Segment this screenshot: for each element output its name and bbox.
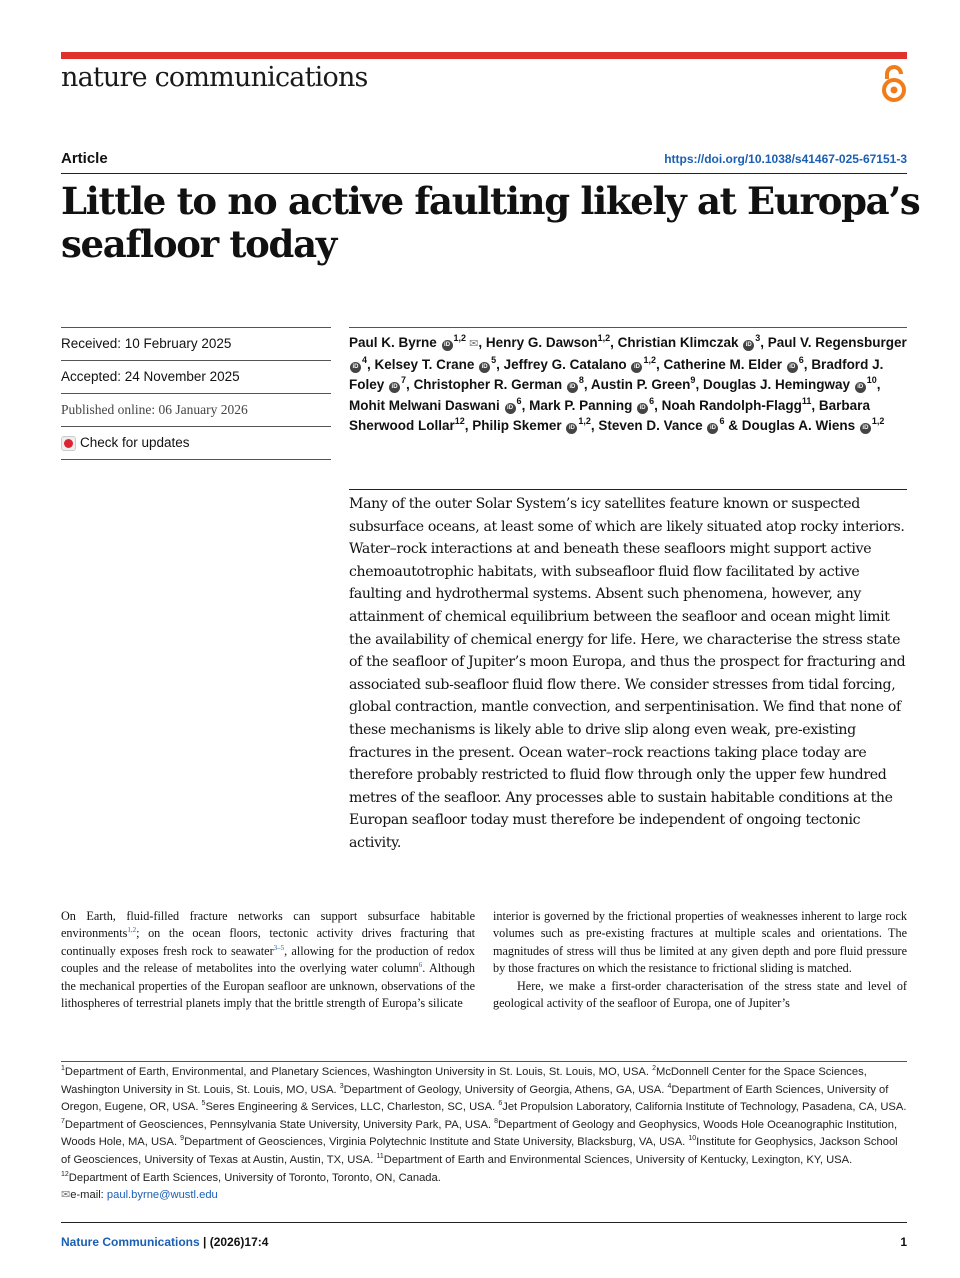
author[interactable] [742,418,885,433]
author[interactable] [414,377,584,392]
orcid-icon[interactable]: iD [860,423,871,434]
mail-icon[interactable]: ✉ [466,338,479,350]
divider [61,1061,907,1062]
divider [61,459,331,460]
author-affiliation: 1,2 [643,354,656,365]
footer-journal-link[interactable]: Nature Communications [61,1235,200,1249]
author-name: Barbara Sherwood Lollar [349,397,870,433]
author-affiliation: 6 [516,395,522,406]
author-name: Steven D. Vance [598,418,703,433]
affiliations: $^1$Department of Earth, Environmental, and Planetary Sciences, Washington University in St. Louis, St. Louis, MO, USA. $^2$McDonnell Center for the Space Sciences, Washington University in St. Louis, St. Louis, MO, USA. $^3$Department of Geology, University of Georgia, Athens, GA, USA. $^4$Department of Earth Sciences, University of Oregon, Eugene, OR, USA. $^5$Seres Engineering & Services, LLC, Charleston, SC, USA. $^6$Jet Propulsion Laboratory, California Institute of Technology, Pasadena, CA, USA. $^7$Department of Geosciences, Pennsylvania State University, University Park, PA, USA. $^8$Department of Geology and Geophysics, Woods Hole Oceanographic Institution, Woods Hole, MA, USA. $^9$Department of Geosciences, Virginia Polytechnic Institute and State University, Blacksburg, VA, USA. $^{10}$Institute for Geophysics, Jackson School of Geosciences, University of Texas at Austin, Austin, TX, USA. $^{11}$Department of Earth and Environmental Sciences, University of Kentucky, Lexington, KY, USA. $^{12}$Department of Earth Sciences, University of Toronto, Toronto, ON, Canada. ✉e-mail: paul.byrne@wustl.edu [61,1064,907,1205]
author-affiliation: 12 [454,416,465,426]
author-name: Mohit Melwani Daswani [349,397,500,413]
author-affiliation: 3 [755,333,761,343]
author-name: Mark P. Panning [529,397,633,413]
author[interactable] [618,335,761,350]
author-name: Douglas A. Wiens [741,418,856,433]
author-affiliation: 1,2 [871,416,885,426]
author-affiliation: 11 [801,395,812,406]
page-number: 1 [900,1235,907,1249]
author-name: Christopher R. German [413,377,563,392]
author-affiliation: 6 [798,354,804,365]
author[interactable] [349,335,478,350]
author[interactable] [661,395,812,413]
orcid-icon[interactable]: iD [389,382,400,393]
author-name: Christian Klimczak [617,335,739,350]
author[interactable] [486,335,610,350]
author-name: Paul K. Byrne [349,335,437,350]
author[interactable] [598,418,724,433]
orcid-icon[interactable]: iD [631,362,642,373]
mail-icon: ✉ [61,1189,71,1202]
author-name: Bradford J. Foley [349,356,884,392]
body-paragraph: interior is governed by the frictional properties of weaknesses inherent to large rock volumes such as pre-existing fractures at multiple scales and orientations. The magnitudes of stress will thus be limited at any given depth and pore fluid pressure by those fractures on which the resistance to frictional sliding is matched. [493,909,907,976]
article-type: Article [61,150,108,167]
author-affiliation: 7 [401,375,407,385]
author-affiliation: 10 [866,375,877,385]
abstract: Many of the outer Solar System’s icy satellites feature known or suspected subsurface oceans, at least some of which are likely situated atop rocky interiors. Water–rock interactions at and beneath these seafloors might support active chemoautotrophic habitats, with subseafloor fluid flow facilitated by active faulting and hydrothermal systems. Absent such phenomena, however, any attainment of chemical equilibrium between the seafloor and ocean might limit the availability of chemical energy for life. Here, we characterise the stress state of the seafloor of Jupiter’s moon Europa, and thus the prospect for fracturing and associated sub-seafloor fluid flow there. We consider stresses from tidal forcing, global contraction, mantle convection, and serpentinisation. We find that none of these mechanisms is likely able to drive slip along even weak, pre-existing fractures in the present. Ocean water–rock reactions taking place today are therefore probably restricted to fluid flow through only the upper few hundred metres of the seafloor. Any processes able to sustain habitable conditions at the Europan seafloor today must therefore be independent of ongoing tectonic activity. [349,496,906,851]
divider [349,489,907,490]
body-paragraph: Here, we make a first-order characterisation of the stress state and level of geological activity of the seafloor of Europa, one of Jupiter’s [493,978,907,1011]
orcid-icon[interactable]: iD [567,382,578,393]
author-name: Austin P. Green [590,377,691,392]
author-name: Catherine M. Elder [663,356,783,372]
orcid-icon[interactable]: iD [505,403,516,414]
doi-link[interactable]: https://doi.org/10.1038/s41467-025-67151-3 [664,152,907,166]
orcid-icon[interactable]: iD [855,382,866,393]
author[interactable] [529,395,655,413]
citation-ref[interactable]: 6 [418,961,423,970]
open-access-icon [880,63,908,105]
author-affiliation: 8 [578,375,584,385]
author-affiliation: 1,2 [453,333,467,343]
orcid-icon[interactable]: iD [350,362,361,373]
author-name: Noah Randolph-Flagg [661,397,802,413]
author[interactable] [472,418,591,433]
author-affiliation: 5 [491,354,497,365]
footer-citation: Nature Communications | (2026)17:4 [61,1235,269,1249]
body-column-left [61,908,475,1012]
orcid-icon[interactable]: iD [787,362,798,373]
top-color-bar [61,52,907,59]
journal-name: nature communications [61,62,368,93]
author-name: Paul V. Regensburger [767,335,907,350]
author-name: Douglas J. Hemingway [702,377,850,392]
divider [61,173,907,174]
author[interactable] [703,377,877,392]
body-paragraph: On Earth, fluid-filled fracture networks can support subsurface habitable environments$^{1,2}$; on the ocean floors, tectonic activity drives fracturing that continually exposes fresh rock to seawater$^{3-5}$, allowing for the production of redox couples and the release of metabolites into the overlying water column$^6$. Although the mechanical properties of the Europan seafloor are unknown, observations of the lithospheres of terrestrial planets imply that the brittle strength of Europa’s silicate [61,909,475,1011]
orcid-icon[interactable]: iD [637,403,648,414]
author-name: Jeffrey G. Catalano [503,356,627,372]
orcid-icon[interactable]: iD [743,340,754,351]
email-link[interactable]: paul.byrne@wustl.edu [106,1189,218,1202]
orcid-icon[interactable]: iD [442,340,453,351]
author[interactable] [503,354,656,372]
accepted-date: Accepted: 24 November 2025 [61,369,240,384]
check-updates-icon [61,436,76,451]
author-name: Philip Skemer [472,418,562,433]
article-meta [61,327,331,460]
article-title: Little to no active faulting likely at Europa’s seafloor today [61,179,920,266]
author-affiliation: 9 [690,375,696,385]
orcid-icon[interactable]: iD [479,362,490,373]
received-date: Received: 10 February 2025 [61,336,232,351]
published-date: Published online: 06 January 2026 [61,402,248,417]
author[interactable] [349,395,522,413]
author[interactable] [374,354,497,372]
orcid-icon[interactable]: iD [566,423,577,434]
author[interactable] [663,354,804,372]
citation-ref[interactable]: 1,2 [127,926,137,935]
divider [349,327,907,328]
orcid-icon[interactable]: iD [707,423,718,434]
email-line: ✉e-mail: paul.byrne@wustl.edu [61,1189,218,1202]
author[interactable] [591,377,696,392]
citation-ref[interactable]: 3–5 [273,943,285,952]
author-affiliation: 4 [362,354,368,365]
check-updates-link[interactable] [61,427,331,459]
author-affiliation: 1,2 [578,416,591,426]
author-list: Paul K. Byrne iD$^{1,2}$ ✉, Henry G. Dawson$^{1,2}$, Christian Klimczak $iD^3$, Paul V. Regensburger $iD^4$, Kelsey T. Crane $iD^5$, Jeffrey G. Catalano iD$^{1,2}$, Catherine M. Elder $iD^6$, Bradford J. Foley $iD^7$, Christopher R. German $iD^8$, Austin P. Green$^9$, Douglas J. Hemingway $iD^{10}$, Mohit Melwani Daswani $iD^6$, Mark P. Panning $iD^6$, Noah Randolph-Flagg$^{11}$, Barbara Sherwood Lollar$^{12}$, Philip Skemer iD$^{1,2}$, Steven D. Vance $iD^6$ & Douglas A. Wiens iD$^{1,2}$ [349,333,907,433]
author-affiliation: 6 [649,395,655,406]
check-updates-label: Check for updates [80,435,190,450]
author-name: Henry G. Dawson [485,335,598,350]
author-affiliation: 1,2 [597,333,611,343]
body-column-right [493,908,907,1012]
author-name: Kelsey T. Crane [374,356,475,372]
author-affiliation: 6 [719,416,725,426]
divider [61,1222,907,1223]
